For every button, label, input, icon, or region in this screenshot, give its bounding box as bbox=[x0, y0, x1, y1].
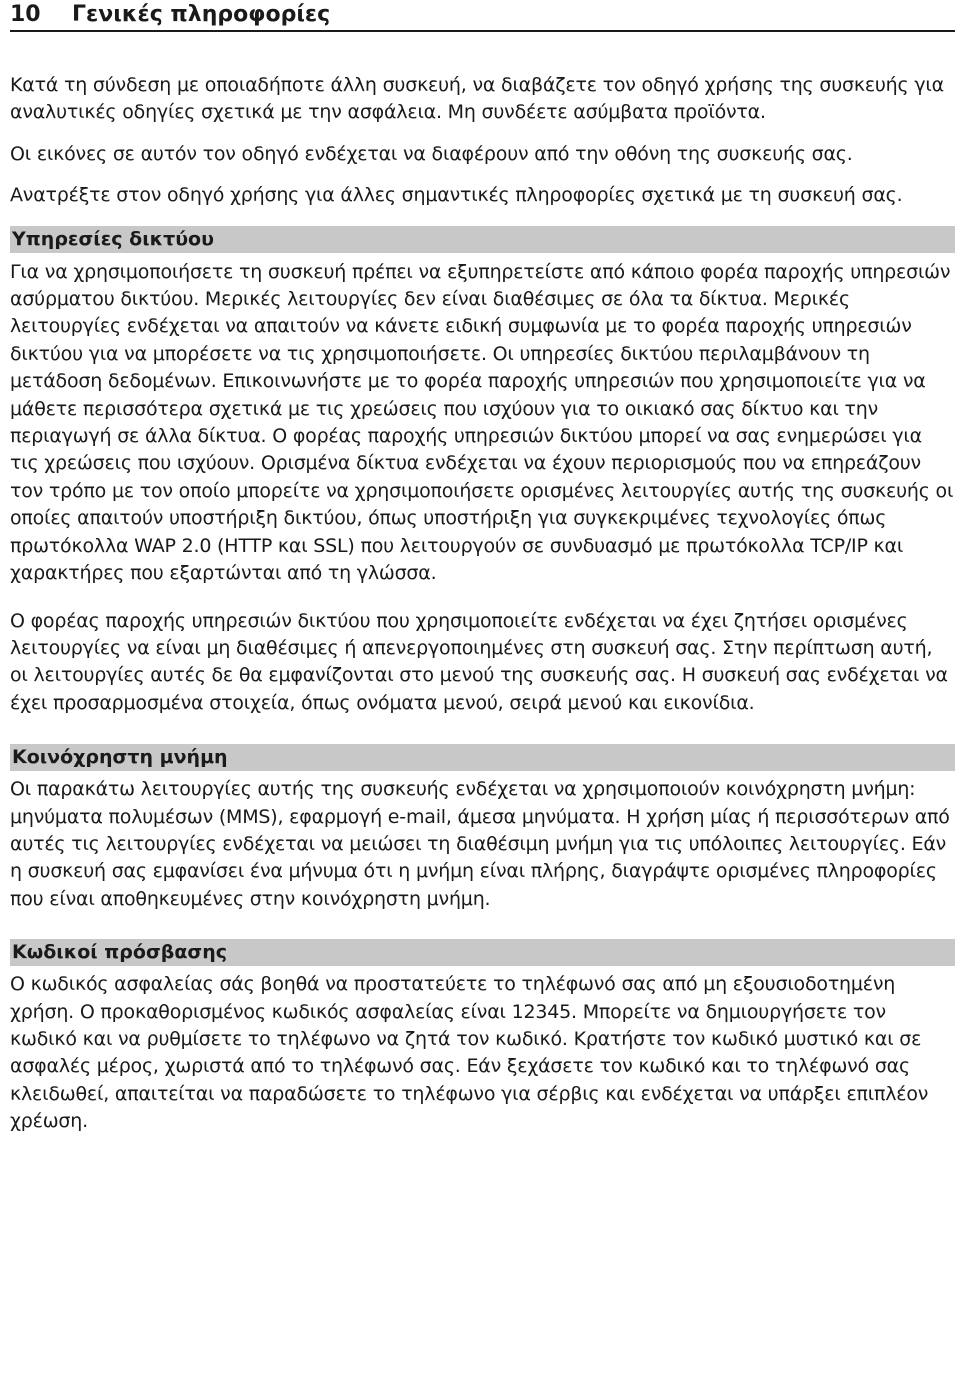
section-paragraph: Για να χρησιμοποιήσετε τη συσκευή πρέπει να εξυπηρετείστε από κάποιο φορέα παροχής υπηρεσιών ασύρματου δικτύου. Μερικές λειτουργίες δεν είναι διαθέσιμες σε όλα τα δίκτυα. Μερικές λειτουργίες ενδέχεται να απαιτούν να κάνετε ειδική συμφωνία με το φορέα παροχής υπηρεσιών δικτύου για να μπορέσετε να τις χρησιμοποιήσετε. Οι υπηρεσίες δικτύου περιλαμβάνουν τη μετάδοση δεδομένων. Επικοινωνήστε με το φορέα παροχής υπηρεσιών που χρησιμοποιείτε για να μάθετε περισσότερα σχετικά με τις χρεώσεις που ισχύουν για το οικιακό σας δίκτυο και την περιαγωγή σε άλλα δίκτυα. Ο φορέας παροχής υπηρεσιών δικτύου μπορεί να σας ενημερώσει για τις χρεώσεις που ισχύουν. Ορισμένα δίκτυα ενδέχεται να έχουν περιορισμούς που να επηρεάζουν τον τρόπο με τον οποίο μπορείτε να χρησιμοποιήσετε ορισμένες λειτουργίες αυτής της συσκευής οι οποίες απαιτούν υποστήριξη δικτύου, όπως υποστήριξη για συγκεκριμένες τεχνολογίες όπως πρωτόκολλα WAP 2.0 (HTTP και SSL) που λειτουργούν σε συνδυασμό με πρωτόκολλα TCP/IP και χαρακτήρες που εξαρτώνται από τη γλώσσα. bbox=[10, 260, 954, 585]
running-header bbox=[10, 0, 955, 32]
section-paragraph: Ο φορέας παροχής υπηρεσιών δικτύου που χρησιμοποιείτε ενδέχεται να έχει ζητήσει ορισμένες λειτουργίες να είναι μη διαθέσιμες ή απενεργοποιημένες στη συσκευή σας. Στην περίπτωση αυτή, οι λειτουργίες αυτές δε θα εμφανίζονται στο μενού της συσκευής σας. Η συσκευή σας ενδέχεται να έχει προσαρμοσμένα στοιχεία, όπως ονόματα μενού, σειρά μενού και εικονίδια. bbox=[10, 609, 948, 714]
page-number: 10 bbox=[10, 2, 41, 27]
section-shared-memory bbox=[10, 744, 955, 913]
section-heading: Κοινόχρηστη μνήμη bbox=[10, 744, 955, 771]
section-heading: Υπηρεσίες δικτύου bbox=[10, 226, 955, 253]
intro-paragraph: Κατά τη σύνδεση με οποιαδήποτε άλλη συσκευή, να διαβάζετε τον οδηγό χρήσης της συσκευής για αναλυτικές οδηγίες σχετικά με την ασφάλεια. Μη συνδέετε ασύμβατα προϊόντα. bbox=[10, 74, 944, 124]
document-page bbox=[10, 0, 955, 1136]
intro-block bbox=[10, 72, 955, 210]
intro-paragraph: Ανατρέξτε στον οδηγό χρήσης για άλλες σημαντικές πληροφορίες σχετικά με τη συσκευή σας. bbox=[10, 184, 903, 207]
intro-paragraph: Οι εικόνες σε αυτόν τον οδηγό ενδέχεται να διαφέρουν από την οθόνη της συσκευής σας. bbox=[10, 142, 853, 165]
section-paragraph: Οι παρακάτω λειτουργίες αυτής της συσκευής ενδέχεται να χρησιμοποιούν κοινόχρηστη μνήμη: μηνύματα πολυμέσων (MMS), εφαρμογή e-mail, άμεσα μηνύματα. Η χρήση μίας ή περισσότερων από αυτές τις λειτουργίες ενδέχεται να μειώσει τη διαθέσιμη μνήμη για τις υπόλοιπες λειτουργίες. Εάν η συσκευή σας εμφανίσει ένα μήνυμα ότι η μνήμη είναι πλήρης, διαγράψτε ορισμένες πληροφορίες που είναι αποθηκευμένες στην κοινόχρηστη μνήμη. bbox=[10, 778, 950, 910]
section-heading: Κωδικοί πρόσβασης bbox=[10, 939, 955, 966]
section-paragraph: Ο κωδικός ασφαλείας σάς βοηθά να προστατεύετε το τηλέφωνό σας από μη εξουσιοδοτημένη χρήση. Ο προκαθορισμένος κωδικός ασφαλείας είναι 12345. Μπορείτε να δημιουργήσετε τον κωδικό και να ρυθμίσετε το τηλέφωνο να ζητά τον κωδικό. Κρατήστε τον κωδικό μυστικό και σε ασφαλές μέρος, χωριστά από το τηλέφωνό σας. Εάν ξεχάσετε τον κωδικό και το τηλέφωνό σας κλειδωθεί, απαιτείται να παραδώσετε το τηλέφωνο για σέρβις και ενδέχεται να υπάρξει επιπλέον χρέωση. bbox=[10, 973, 929, 1133]
section-network-services bbox=[10, 226, 955, 718]
section-access-codes bbox=[10, 939, 955, 1135]
chapter-title: Γενικές πληροφορίες bbox=[72, 2, 331, 27]
